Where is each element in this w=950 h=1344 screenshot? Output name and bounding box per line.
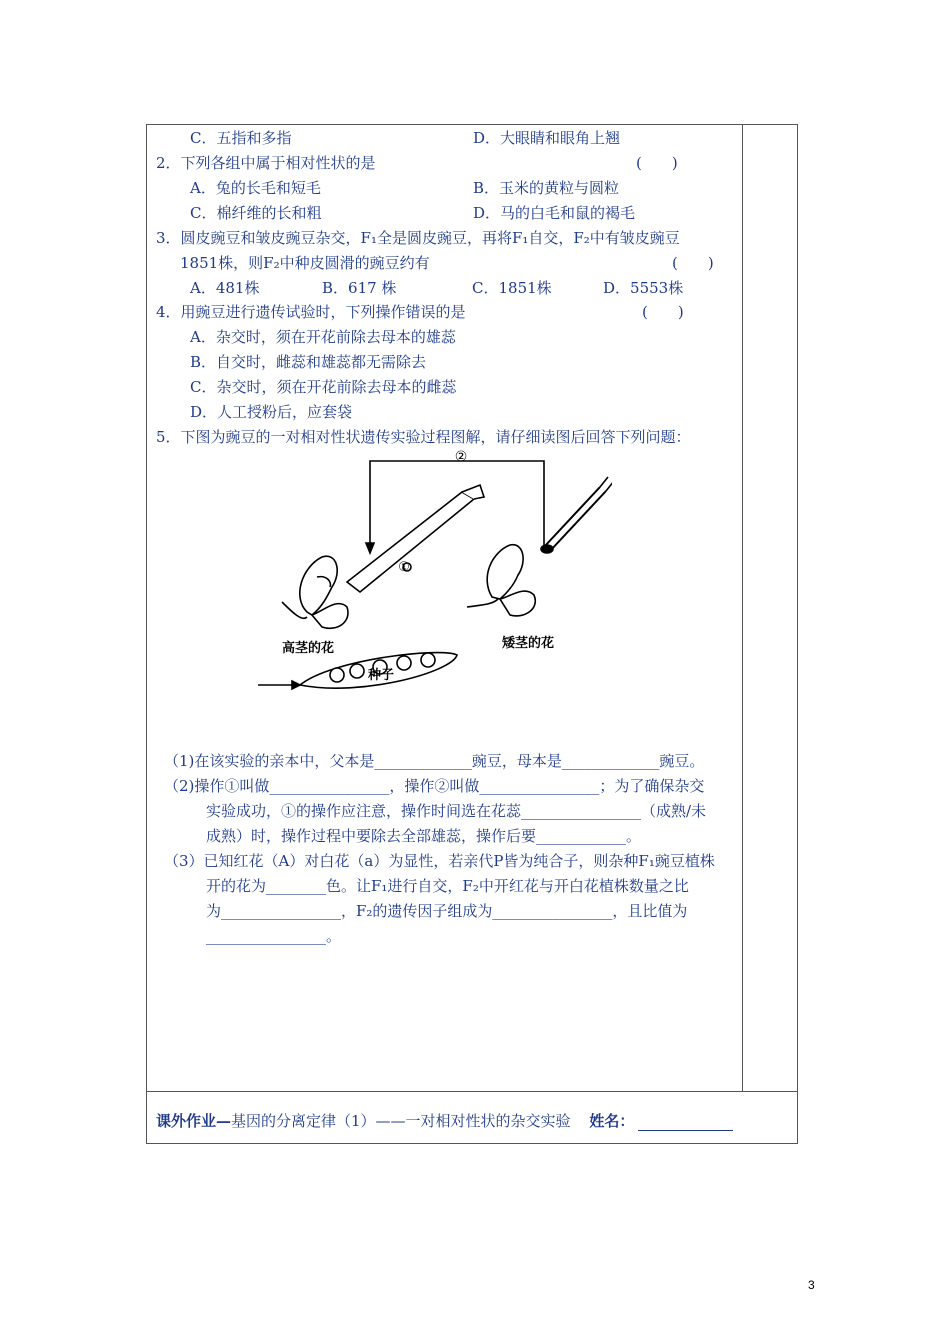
q3-option-c: C．1851株 xyxy=(472,279,552,297)
q3-stem-line2: 1851株，则F₂中种皮圆滑的豌豆约有 xyxy=(180,254,430,272)
q4-option-c: C．杂交时，须在开花前除去母本的雌蕊 xyxy=(190,378,457,396)
q3-stem-line1: 3．圆皮豌豆和皱皮豌豆杂交，F₁全是圆皮豌豆，再将F₁自交，F₂中有皱皮豌豆 xyxy=(156,229,680,247)
q3-option-b: B．617 株 xyxy=(322,279,397,297)
q4-answer-paren: ( ) xyxy=(642,303,684,321)
answer-2-line1: （2)操作①叫做________________，操作②叫做________________；为了确保杂交 xyxy=(164,777,705,795)
q2-option-b: B．玉米的黄粒与圆粒 xyxy=(473,179,620,197)
pea-seed xyxy=(397,656,411,670)
brush-tip xyxy=(541,545,553,553)
operation2-arrow xyxy=(366,543,374,553)
answer-3-line2: 开的花为________色。让F₁进行自交，F₂中开红花与开白花植株数量之比 xyxy=(206,877,689,895)
brush-handle xyxy=(600,477,612,491)
q2-option-a: A．兔的长毛和短毛 xyxy=(190,179,321,197)
q2-answer-paren: ( ) xyxy=(636,154,678,172)
pea-hybridization-figure xyxy=(252,447,612,702)
pea-seed xyxy=(350,664,364,678)
forceps xyxy=(347,492,474,592)
answer-3-line4: ________________。 xyxy=(206,927,342,945)
column-divider xyxy=(742,124,743,1091)
q4-stem: 4．用豌豆进行遗传试验时，下列操作错误的是 xyxy=(156,303,466,321)
q2-option-c: C．棉纤维的长和粗 xyxy=(190,204,322,222)
answer-3-line3: 为________________，F₂的遗传因子组成为________________，且比值为 xyxy=(206,902,688,920)
homework-topic: 基因的分离定律（1）——一对相对性状的杂交实验 xyxy=(231,1112,571,1130)
label-tall-flower: 高茎的花 xyxy=(282,641,335,656)
pea-seed xyxy=(421,653,435,667)
answer-1: （1)在该实验的亲本中，父本是_____________豌豆，母本是_____________豌豆。 xyxy=(164,752,705,770)
label-operation2: ② xyxy=(454,449,468,465)
q5-stem: 5．下图为豌豆的一对相对性状遗传实验过程图解，请仔细读图后回答下列问题： xyxy=(156,428,691,446)
q3-answer-paren: ( ) xyxy=(672,254,714,272)
name-label: 姓名： xyxy=(589,1112,635,1130)
short-flower-stem xyxy=(467,599,498,607)
answer-2-line2: 实验成功，①的操作应注意，操作时间选在花蕊________________（成熟/未 xyxy=(206,802,707,820)
answer-3-line1: （3）已知红花（A）对白花（a）为显性，若亲代P皆为纯合子，则杂种F₁豌豆植株 xyxy=(164,852,715,870)
q4-option-a: A．杂交时，须在开花前除去母本的雄蕊 xyxy=(190,328,456,346)
pea-seed xyxy=(330,668,344,682)
label-short-flower: 矮茎的花 xyxy=(502,636,555,651)
q4-option-b: B．自交时，雌蕊和雄蕊都无需除去 xyxy=(190,353,427,371)
label-seed: 种子 xyxy=(368,668,395,683)
name-blank[interactable] xyxy=(638,1116,733,1131)
row-divider xyxy=(146,1091,798,1092)
q3-option-d: D．5553株 xyxy=(603,279,684,297)
label-operation1: ① xyxy=(398,560,410,575)
q2-option-d: D．马的白毛和鼠的褐毛 xyxy=(473,204,636,222)
answer-2-line3: 成熟）时，操作过程中要除去全部雄蕊，操作后要____________。 xyxy=(206,827,642,845)
q4-option-d: D．人工授粉后，应套袋 xyxy=(190,403,353,421)
page-number: 3 xyxy=(808,1278,815,1292)
q1-option-c: C．五指和多指 xyxy=(190,129,292,147)
q3-option-a: A．481株 xyxy=(190,279,260,297)
homework-title xyxy=(156,1110,733,1131)
homework-label: 课外作业— xyxy=(156,1112,232,1130)
q1-option-d: D．大眼睛和眼角上翘 xyxy=(473,129,621,147)
short-flower-petal xyxy=(487,545,523,599)
q2-stem: 2．下列各组中属于相对性状的是 xyxy=(156,154,376,172)
